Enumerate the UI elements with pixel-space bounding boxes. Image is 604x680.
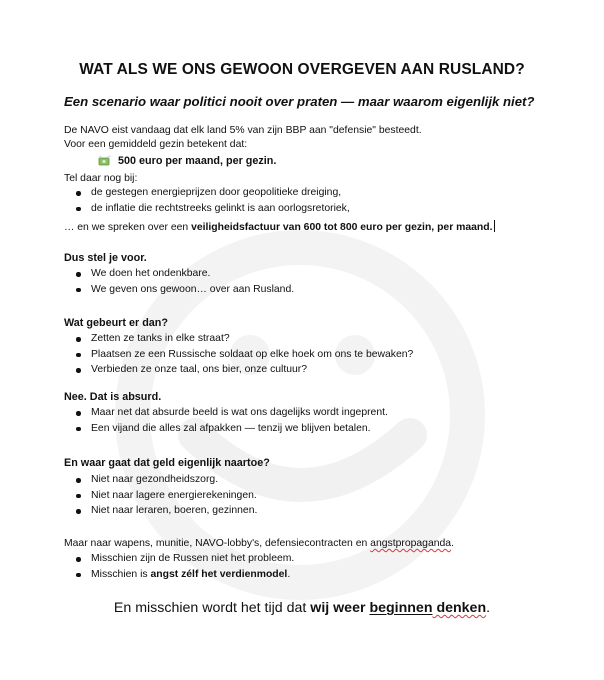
list-item xyxy=(64,567,294,583)
list-item: Niet naar gezondheidszorg. xyxy=(64,472,257,488)
closing-bold-1: wij weer xyxy=(310,600,366,616)
list-item: Zetten ze tanks in elke straat? xyxy=(64,331,413,347)
list-item: Niet naar lagere energierekeningen. xyxy=(64,488,257,504)
intro-line-3: Tel daar nog bij: xyxy=(64,173,138,184)
money-with-wings-icon xyxy=(98,155,112,170)
document-title: WAT ALS WE ONS GEWOON OVERGEVEN AAN RUSLAND? xyxy=(79,61,525,78)
closing-line xyxy=(0,600,604,616)
summary-bold: veiligheidsfactuur van 600 tot 800 euro per gezin, per maand. xyxy=(191,222,493,233)
section-bullet-list xyxy=(64,405,388,436)
bullet-prefix: Misschien is xyxy=(91,568,151,580)
amount-line xyxy=(98,155,276,170)
outro-line xyxy=(64,537,454,550)
document-subtitle: Een scenario waar politici nooit over praten — maar waarom eigenlijk niet? xyxy=(64,94,535,109)
section-heading: Dus stel je voor. xyxy=(64,252,147,264)
spellcheck-word: angstpropaganda xyxy=(370,538,452,549)
closing-suffix: . xyxy=(486,600,491,616)
summary-prefix: … en we spreken over een xyxy=(64,222,192,233)
section-bullet-list xyxy=(64,331,413,378)
list-item: Maar net dat absurde beeld is wat ons dagelijks wordt ingeprent. xyxy=(64,405,388,421)
list-item: Misschien zijn de Russen niet het probleem. xyxy=(64,551,294,567)
intro-line-2: Voor een gemiddeld gezin betekent dat: xyxy=(64,139,248,150)
section-heading: En waar gaat dat geld eigenlijk naartoe? xyxy=(64,457,270,469)
intro-line-1: De NAVO eist vandaag dat elk land 5% van zijn BBP aan "defensie" besteedt. xyxy=(64,125,422,136)
list-item: Verbieden ze onze taal, ons bier, onze cultuur? xyxy=(64,362,413,378)
bullet-suffix: . xyxy=(287,568,291,580)
outro-suffix: . xyxy=(451,538,454,549)
outro-bullet-list xyxy=(64,551,294,582)
list-item: Niet naar leraren, boeren, gezinnen. xyxy=(64,503,257,519)
list-item: de gestegen energieprijzen door geopolitieke dreiging, xyxy=(64,185,350,201)
section-bullet-list xyxy=(64,266,294,297)
amount-text: 500 euro per maand, per gezin. xyxy=(118,155,277,167)
list-item: Plaatsen ze een Russische soldaat op elke hoek om ons te bewaken? xyxy=(64,347,413,363)
list-item: de inflatie die rechtstreeks gelinkt is aan oorlogsretoriek, xyxy=(64,201,350,217)
list-item: We doen het ondenkbare. xyxy=(64,266,294,282)
list-item: Een vijand die alles zal afpakken — tenzij we blijven betalen. xyxy=(64,421,388,437)
closing-bold-2: beginnen xyxy=(369,600,433,616)
section-heading: Nee. Dat is absurd. xyxy=(64,391,162,403)
outro-prefix: Maar naar wapens, munitie, NAVO-lobby's, defensiecontracten en xyxy=(64,538,371,549)
bullet-bold: angst zélf het verdienmodel xyxy=(150,568,288,580)
summary-line xyxy=(64,220,495,234)
section-bullet-list xyxy=(64,472,257,519)
list-item: We geven ons gewoon… over aan Rusland. xyxy=(64,282,294,298)
text-cursor xyxy=(494,220,495,232)
closing-bold-3: denken xyxy=(432,600,487,616)
closing-prefix: En misschien wordt het tijd dat xyxy=(113,600,311,616)
section-heading: Wat gebeurt er dan? xyxy=(64,317,168,329)
intro-bullet-list xyxy=(64,185,350,216)
